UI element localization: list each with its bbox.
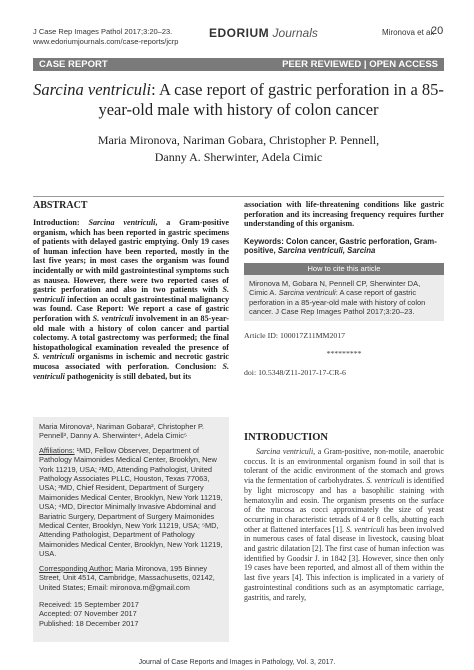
keywords: [244, 237, 444, 256]
abs-text-2: infection an occult gastrointestinal malignancy was found. Case Report: We report a case of gastric perforation with: [33, 294, 229, 323]
section-divider: [33, 196, 444, 197]
keywords-label: Keywords:: [244, 236, 284, 246]
intro-text-2: is identified by light microscopy and has a basophilic staining with hematoxylin and eosin. The organism presents on the surface of the mucosa as cocci approximately the size of yeast occurring in characteristic tetrads of 4 or 8 cells, abutting each other at flattened interfaces [1].: [244, 476, 444, 534]
abstract-text: [33, 218, 229, 381]
published-date: Published: 18 December 2017: [39, 618, 139, 628]
journal-line: J Case Rep Images Pathol 2017;3:20–23.: [33, 27, 173, 36]
right-column: [244, 200, 444, 377]
abstract-column: [33, 200, 229, 381]
dates: [39, 600, 223, 628]
article-id: Article ID: 100017Z11MM2017: [244, 330, 346, 340]
cite-body: [244, 275, 444, 321]
abstract-heading: ABSTRACT: [33, 200, 88, 211]
brand-italic: Journals: [272, 26, 318, 40]
authors-line-2: Danny A. Sherwinter, Adela Cimic: [154, 150, 323, 164]
accepted-date: Accepted: 07 November 2017: [39, 609, 137, 619]
cite-text-a: Mironova M, Gobara N, Pennell CP, Sherwinter DA, Cimic A.: [249, 278, 421, 298]
abs-italic-4: S. ventriculi: [33, 352, 75, 362]
intro-italic-2: S. ventriculi: [366, 476, 405, 486]
abs-italic-1: Sarcina ventriculi: [88, 218, 156, 227]
journal-citation-line: [33, 27, 178, 47]
journal-url[interactable]: www.edoriumjournals.com/case-reports/jcrp: [33, 37, 179, 46]
intro-text-3: has been involved in numerous cases of fatal disease in livestock, causing bloat and gastric dilatation [2]. The first case of human infection was identified by Goodsir J. in 1842 [3]. However, since then only 19 cases have been reported, and almost all of them within the last five years [4]. This infection is implicated in a variety of gastrointestinal conditions such as an asymptomatic carriage, gastritis, and rarely,: [244, 524, 444, 602]
corr-text[interactable]: Maria Mironova, 195 Binney Street, Unit 4514, Cambridge, Massachusetts, 02142, United States; Email: mironova.m@gmail.com: [39, 563, 215, 592]
article-type-banner: [33, 58, 444, 71]
abs-text-3: involvement in an 85-year-old male with a history of colon cancer and partial colectomy. A total gastrectomy was performed; the final histopathological examination revealed the presence of: [33, 313, 229, 352]
abs-italic-2: S. ventriculi: [33, 285, 229, 304]
publisher-logo: [209, 26, 318, 40]
abs-italic-5: S. ventriculi: [33, 361, 229, 381]
intro-italic-3: S. ventriculi: [346, 524, 385, 534]
brand-bold: EDORIUM: [209, 26, 270, 40]
author-list: [33, 132, 444, 166]
keywords-text: Colon cancer, Gastric perforation, Gram-positive,: [244, 236, 437, 256]
title-rest: : A case report of gastric perforation in a 85-year-old male with history of colon cancer: [98, 80, 444, 119]
affiliation-box: [33, 417, 229, 642]
keywords-italic: Sarcina ventriculi, Sarcina: [277, 246, 376, 256]
affil-paragraph: [39, 446, 223, 559]
page-number: 20: [431, 25, 444, 37]
banner-right: PEER REVIEWED | OPEN ACCESS: [282, 59, 438, 70]
banner-left: CASE REPORT: [39, 59, 108, 70]
page-footer: Journal of Case Reports and Images in Pathology, Vol. 3, 2017.: [138, 659, 336, 666]
cite-heading: How to cite this article: [244, 263, 444, 275]
abs-text-4: organisms in ischemic and necrotic gastric mucosa associated with perforation. Conclusion:: [33, 352, 229, 371]
affil-text: ¹MD, Fellow Observer, Department of Pathology Maimonides Medical Center, Brooklyn, New York 11219, USA; ²MD, Attending Pathologist, United Pathology Associates PLLC, Houston, Texas 77063, USA; ³MD, Chief Resident, Department of Surgery Maimonides Medical Center, Brooklyn, New York 11219, USA; ⁴MD, Director Minimally Invasive Abdominal and Bariatric Surgery, Department of Surgery Maimonides Medical Center, Brooklyn, New York 11219, USA; ⁵MD, Attending Pathologist, Department of Pathology Maimonides Medical Center, Brooklyn, New York 11219, USA.: [39, 445, 223, 559]
affil-authors: Maria Mironova¹, Nariman Gobara², Christopher P. Pennell³, Danny A. Sherwinter⁴, Adela Cimic⁵: [39, 422, 204, 441]
article-title: [33, 80, 444, 120]
intro-italic-1: Sarcina ventriculi: [256, 447, 314, 456]
authors-line-1: Maria Mironova, Nariman Gobara, Christopher P. Pennell,: [97, 133, 380, 147]
intro-label: Introduction:: [33, 218, 80, 227]
cite-italic: Sarcina ventriculi: [278, 288, 336, 298]
doi[interactable]: doi: 10.5348/Z11-2017-17-CR-6: [244, 367, 346, 377]
abs-text-5: pathogenicity is still debated, but its: [66, 371, 192, 381]
affil-label: Affiliations:: [39, 445, 75, 455]
page-header: [0, 0, 474, 56]
received-date: Received: 15 September 2017: [39, 599, 139, 609]
cite-text-b: : A case report of gastric perforation in a 85-year-old male with history of colon cancer. J Case Rep Images Pathol 2017;3:20–23.: [249, 288, 426, 317]
intro-text-1: , a Gram-positive, non-motile, anaerobic coccus. It is an environmental organism found in soil that is tolerant of the acidic environment of the stomach and grows via the fermentation of carbohydrates.: [244, 447, 444, 486]
introduction-text: [244, 447, 444, 602]
introduction-heading: INTRODUCTION: [244, 432, 329, 443]
abs-italic-3: S. ventriculi: [92, 313, 134, 323]
running-author: Mironova et al.: [382, 28, 435, 37]
title-italic: Sarcina ventriculi: [33, 80, 152, 99]
abstract-continued: association with life-threatening conditions like gastric perforation and its increasing frequency requires further understanding of this organism.: [244, 200, 444, 229]
corr-label: Corresponding Author:: [39, 563, 113, 573]
abs-text-1: , a Gram-positive organism, which has been reported in gastric specimens of patients with delayed gastric emptying. Only 19 cases of human infection have been reported, mostly in the last five years; in most cases the organism was found incidentally or with mild gastrointestinal symptoms such as nausea. However, there were two reported cases of gastric perforation and also in two patients with: [33, 218, 229, 295]
corr-paragraph: [39, 564, 223, 592]
separator-stars: *********: [326, 348, 362, 358]
